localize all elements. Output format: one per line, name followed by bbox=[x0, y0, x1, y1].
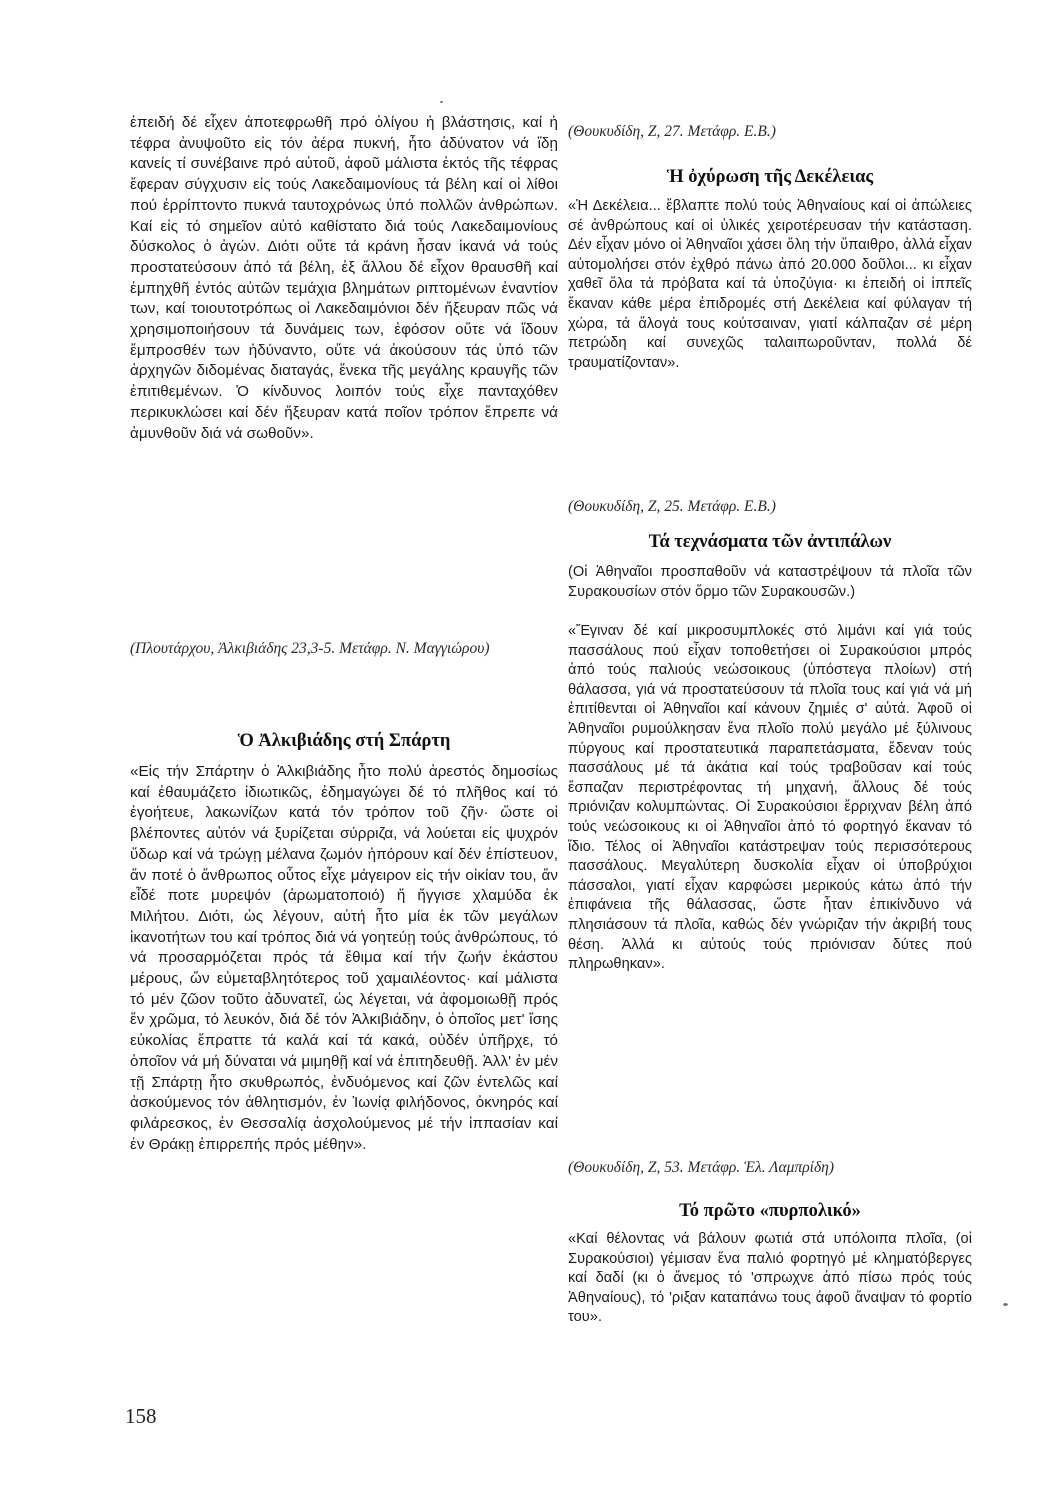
right-source-thucydides-53: (Θουκυδίδη, Ζ, 53. Μετάφρ. Ἑλ. Λαμπρίδη) bbox=[568, 1159, 835, 1176]
right-heading-dekeleia: Ἡ ὀχύρωση τῆς Δεκέλειας bbox=[666, 167, 874, 187]
right-source-thucydides-25: (Θουκυδίδη, Ζ, 25. Μετάφρ. Ε.Β.) bbox=[568, 498, 776, 515]
left-heading-alcibiades: Ὁ Ἀλκιβιάδης στή Σπάρτη bbox=[237, 731, 451, 751]
left-source-plutarch: (Πλουτάρχου, Ἀλκιβιάδης 23,3-5. Μετάφρ. Ν. Μαγγιώρου) bbox=[130, 640, 490, 657]
right-source-thucydides-27: (Θουκυδίδη, Ζ, 27. Μετάφρ. Ε.Β.) bbox=[568, 123, 776, 140]
right-paragraph-dekeleia: «Ἡ Δεκέλεια... ἔβλαπτε πολύ τούς Ἀθηναίους καί οἱ ἀπώλειες σέ ἀνθρώπους καί οἱ ὑλικές χειροτέρευσαν τήν κατάσταση. Δέν εἶχαν μόνο οἱ Ἀθηναῖοι χάσει ὅλη τήν ὕπαιθρο, ἀλλά εἶχαν αὐτομολήσει στόν ἐχθρό πάνω ἀπό 20.000 δοῦλοι... κι εἶχαν χαθεῖ ὅλα τά πρόβατα καί τά ὑποζύγια· κι ἐπειδή οἱ ἱππεῖς ἔκαναν κάθε μέρα ἐπιδρομές στή Δεκέλεια καί φύλαγαν τή χώρα, τά ἄλογά τους κούτσαιναν, γιατί κάλπαζαν σέ μέρη πετρώδη καί συνεχῶς ταλαιπωροῦνταν, πολλά δέ τραυματίζονταν». bbox=[568, 198, 972, 371]
left-paragraph-battle: ἐπειδή δέ εἶχεν ἀποτεφρωθῆ πρό ὀλίγου ἡ βλάστησις, καί ἡ τέφρα ἀνυψοῦτο εἰς τόν ἀέρα πυκνή, ἦτο ἀδύνατον νά ἴδῃ κανείς τί συνέβαινε πρό αὐτοῦ, ἀφοῦ μάλιστα ἐκτός τῆς τέφρας ἔφεραν σύγχυσιν εἰς τούς Λακεδαιμονίους τά βέλη καί οἱ λίθοι πού ἐρρίπτοντο πυκνά ταυτοχρόνως ὑπό πολλῶν ἀνθρώπων. Καί εἰς τό σημεῖον αὐτό καθίστατο διά τούς Λακεδαιμονίους δύσκολος ὁ ἀγών. Διότι οὔτε τά κράνη ἦσαν ἱκανά νά τούς προστατεύσουν ἀπό τά βέλη, ἐξ ἄλλου δέ εἶχον θραυσθῆ καί ἐμπηχθῆ ἐντός αὐτῶν τεμάχια βλημάτων ριπτομένων ἐναντίον των, καί τοιουτοτρόπως οἱ Λακεδαιμόνιοι δέν ἤξευραν πῶς νά χρησιμοποιήσουν τά δυνάμεις των, ἐφόσον οὔτε νά ἴδουν ἔμπροσθέν των ἠδύναντο, οὔτε νά ἀκούσουν τάς ὑπό τῶν ἀρχηγῶν διδομένας διαταγάς, ἕνεκα τῆς μεγάλης κραυγῆς τῶν ἐπιτιθεμένων. Ὁ κίνδυνος λοιπόν τούς εἶχε πανταχόθεν περικυκλώσει καί δέν ἤξευραν κατά ποῖον τρόπον ἔπρεπε νά ἀμυνθοῦν διά νά σωθοῦν». bbox=[130, 114, 558, 442]
print-speck bbox=[1003, 1303, 1008, 1306]
page-number: 158 bbox=[125, 1404, 157, 1428]
right-paragraph-fireship: «Καί θέλοντας νά βάλουν φωτιά στά υπόλοιπα πλοῖα, (οἱ Συρακούσιοι) γέμισαν ἕνα παλιό φορτηγό μέ κληματόβεργες καί δαδί (κι ὁ ἄνεμος τό 'σπρωχνε ἀπό πίσω πρός τούς Ἀθηναίους), τό 'ριξαν καταπάνω τους ἀφοῦ ἄναψαν τό φορτίο του». bbox=[568, 1231, 972, 1326]
left-paragraph-alcibiades: «Εἰς τήν Σπάρτην ὁ Ἀλκιβιάδης ἦτο πολύ ἀρεστός δημοσίως καί ἐθαυμάζετο ἰδιωτικῶς, ἐδημαγώγει δέ τό πλῆθος καί τό ἐγοήτευε, λακωνίζων κατά τόν τρόπον τοῦ ζῆν· ὥστε οἱ βλέποντες αὐτόν νά ξυρίζεται σύρριζα, νά λούεται εἰς ψυχρόν ὕδωρ καί νά τρώγῃ μέλανα ζωμόν ἠπόρουν καί δέν ἐπίστευον, ἄν ποτέ ὁ ἄνθρωπος οὗτος εἶχε μάγειρον εἰς τήν οἰκίαν του, ἄν εἶδέ ποτε μυρεψόν (ἀρωματοποιό) ἤ ἤγγισε χλαμύδα ἐκ Μιλήτου. Διότι, ὡς λέγουν, αὐτή ἦτο μία ἐκ τῶν μεγάλων ἱκανοτήτων του καί τρόπος διά νά γοητεύῃ τούς ἀνθρώπους, τό νά προσαρμόζεται πρός τά ἔθιμα καί τήν ζωήν ἑκάστου μέρους, ὤν εὐμεταβλητότερος τοῦ χαμαιλέοντος· καί μάλιστα τό μέν ζῶον τοῦτο ἀδυνατεῖ, ὡς λέγεται, νά ἀφομοιωθῇ πρός ἕν χρῶμα, τό λευκόν, διά δέ τόν Ἀλκιβιάδην, ὁ ὁποῖος μετ' ἴσης εὐκολίας ἔπραττε τά καλά καί τά κακά, οὐδέν ὑπῆρχε, τό ὁποῖον νά μή δύναται νά μιμηθῇ καί νά ἐπιτηδευθῇ. Ἀλλ' ἐν μέν τῇ Σπάρτῃ ἦτο σκυθρωπός, ἐνδυόμενος καί ζῶν ἐντελῶς καί ἀσκούμενος τόν ἀθλητισμόν, ἐν Ἰωνίᾳ φιλήδονος, ὀκνηρός καί φιλάρεσκος, ἐν Θεσσαλίᾳ ἀσχολούμενος μέ τήν ἱππασίαν καί ἐν Θράκῃ ἐπιρρεπής πρός μέθην». bbox=[130, 763, 558, 1153]
right-paragraph-tricks: «Ἔγιναν δέ καί μικροσυμπλοκές στό λιμάνι καί γιά τούς πασσάλους πού εἶχαν τοποθετήσει οἱ Συρακούσιοι μπρός ἀπό τούς παλιούς νεώσοικους (ὑπόστεγα πλοίων) στή θάλασσα, γιά νά προστατεύσουν τά πλοῖα τους καί γιά νά μή ἐπιτίθενται οἱ Ἀθηναῖοι καί κάνουν ζημιές σ' αὐτά. Ἀφοῦ οἱ Ἀθηναῖοι ρυμούλκησαν ἕνα πλοῖο πολύ μεγάλο μέ ξύλινους πύργους καί προστατευτικά παραπετάσματα, ἔδεναν τούς πασσάλους μέ τά ἀκάτια καί τούς τραβοῦσαν καί τούς ἔσπαζαν περιστρέφοντας τή μηχανή, ἄλλους δέ τούς πριόνιζαν κολυμπώντας. Οἱ Συρακούσιοι ἔρριχναν βέλη ἀπό τούς νεώσοικους κι οἱ Ἀθηναῖοι ἀπό τό φορτηγό ἔκαναν τό ἴδιο. Τέλος οἱ Ἀθηναῖοι κατάστρεψαν τούς περισσότερους πασσάλους. Μεγαλύτερη δυσκολία εἶχαν οἱ ὑποβρύχιοι πάσσαλοι, γιατί εἶχαν καρφώσει μερικούς κάτω ἀπό τήν ἐπιφάνεια τῆς θάλασσας, ὥστε ἦταν ἐπικίνδυνο νά πλησιάσουν τά πλοῖα, καθώς δέν γνώριζαν τήν ἀκριβή τους θέση. Ἀλλά κι αὐτούς τούς πριόνισαν δύτες πού πληρωθηκαν». bbox=[568, 623, 972, 973]
right-intro-tricks: (Οἱ Ἀθηναῖοι προσπαθοῦν νά καταστρέψουν τά πλοῖα τῶν Συρακουσίων στόν ὅρμο τῶν Συρακουσῶν.) bbox=[568, 564, 972, 600]
right-heading-tricks: Τά τεχνάσματα τῶν ἀντιπάλων bbox=[648, 532, 892, 552]
print-speck bbox=[440, 101, 443, 103]
right-heading-fireship: Τό πρῶτο «πυρπολικό» bbox=[679, 1201, 861, 1221]
